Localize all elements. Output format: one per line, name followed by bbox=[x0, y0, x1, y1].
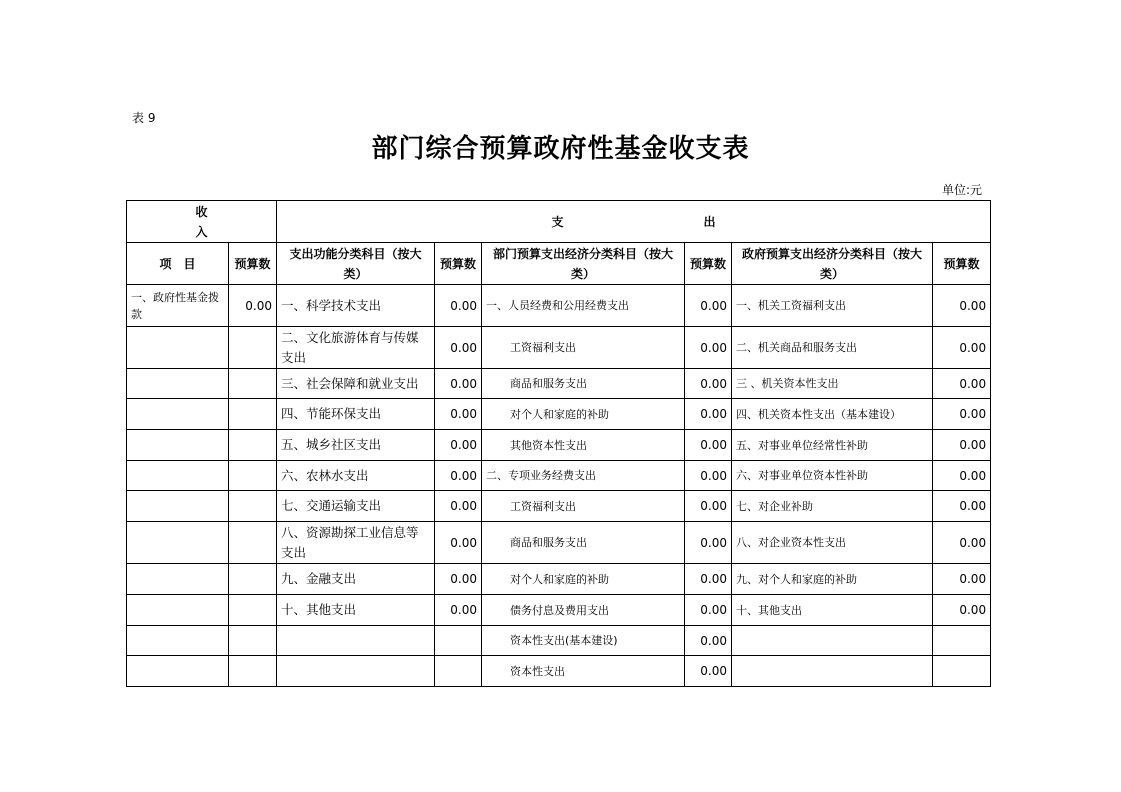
dept-amount-cell: 0.00 bbox=[685, 522, 732, 564]
dept-item-cell: 工资福利支出 bbox=[482, 327, 685, 369]
dept-amount-cell: 0.00 bbox=[685, 430, 732, 461]
dept-item-cell: 其他资本性支出 bbox=[482, 430, 685, 461]
table-row bbox=[127, 626, 991, 656]
income-item-cell bbox=[127, 656, 229, 687]
table-row bbox=[127, 491, 991, 522]
dept-item-cell: 工资福利支出 bbox=[482, 491, 685, 522]
dept-item-cell: 商品和服务支出 bbox=[482, 522, 685, 564]
dept-amount-cell: 0.00 bbox=[685, 285, 732, 327]
income-amount-cell bbox=[229, 656, 277, 687]
func-item-cell: 十、其他支出 bbox=[277, 595, 435, 626]
income-amount-cell bbox=[229, 595, 277, 626]
func-amount-cell bbox=[435, 656, 482, 687]
dept-amount-cell: 0.00 bbox=[685, 491, 732, 522]
income-amount-cell bbox=[229, 626, 277, 656]
func-item-cell bbox=[277, 626, 435, 656]
dept-amount-cell: 0.00 bbox=[685, 626, 732, 656]
income-amount-cell bbox=[229, 522, 277, 564]
func-amount-cell: 0.00 bbox=[435, 327, 482, 369]
func-amount-cell: 0.00 bbox=[435, 285, 482, 327]
gov-amount-cell: 0.00 bbox=[933, 491, 991, 522]
gov-amount-cell bbox=[933, 626, 991, 656]
dept-amount-cell: 0.00 bbox=[685, 369, 732, 399]
func-item-cell: 六、农林水支出 bbox=[277, 461, 435, 491]
func-item-cell: 八、资源勘探工业信息等支出 bbox=[277, 522, 435, 564]
income-amount-cell bbox=[229, 369, 277, 399]
dept-amount-cell: 0.00 bbox=[685, 327, 732, 369]
col-header-budget-1: 预算数 bbox=[229, 243, 277, 285]
dept-amount-cell: 0.00 bbox=[685, 399, 732, 430]
table-number: 表 9 bbox=[132, 111, 156, 125]
gov-item-cell: 十、其他支出 bbox=[732, 595, 933, 626]
income-item-cell bbox=[127, 430, 229, 461]
table-row bbox=[127, 656, 991, 687]
gov-item-cell: 五、对事业单位经常性补助 bbox=[732, 430, 933, 461]
table-row bbox=[127, 430, 991, 461]
gov-item-cell bbox=[732, 656, 933, 687]
income-amount-cell bbox=[229, 491, 277, 522]
income-amount-cell bbox=[229, 461, 277, 491]
col-header-budget-2: 预算数 bbox=[435, 243, 482, 285]
table-row bbox=[127, 285, 991, 327]
gov-amount-cell: 0.00 bbox=[933, 461, 991, 491]
gov-amount-cell: 0.00 bbox=[933, 564, 991, 595]
dept-item-cell: 资本性支出 bbox=[482, 656, 685, 687]
table-row bbox=[127, 564, 991, 595]
func-amount-cell: 0.00 bbox=[435, 399, 482, 430]
table-row bbox=[127, 522, 991, 564]
func-amount-cell: 0.00 bbox=[435, 491, 482, 522]
dept-item-cell: 商品和服务支出 bbox=[482, 369, 685, 399]
gov-amount-cell: 0.00 bbox=[933, 285, 991, 327]
func-amount-cell bbox=[435, 626, 482, 656]
func-amount-cell: 0.00 bbox=[435, 430, 482, 461]
unit-label: 单位:元 bbox=[941, 183, 982, 197]
gov-amount-cell bbox=[933, 656, 991, 687]
income-item-cell bbox=[127, 461, 229, 491]
gov-item-cell: 三 、机关资本性支出 bbox=[732, 369, 933, 399]
dept-amount-cell: 0.00 bbox=[685, 461, 732, 491]
table-row bbox=[127, 369, 991, 399]
func-item-cell bbox=[277, 656, 435, 687]
func-item-cell: 九、金融支出 bbox=[277, 564, 435, 595]
func-amount-cell: 0.00 bbox=[435, 522, 482, 564]
gov-amount-cell: 0.00 bbox=[933, 595, 991, 626]
gov-item-cell: 六、对事业单位资本性补助 bbox=[732, 461, 933, 491]
income-item-cell bbox=[127, 491, 229, 522]
func-item-cell: 二、文化旅游体育与传媒支出 bbox=[277, 327, 435, 369]
gov-item-cell: 七、对企业补助 bbox=[732, 491, 933, 522]
dept-item-cell: 资本性支出(基本建设) bbox=[482, 626, 685, 656]
gov-item-cell: 八、对企业资本性支出 bbox=[732, 522, 933, 564]
page-title: 部门综合预算政府性基金收支表 bbox=[371, 134, 750, 164]
income-amount-cell: 0.00 bbox=[229, 285, 277, 327]
expense-header-char2: 出 bbox=[703, 214, 716, 229]
income-amount-cell bbox=[229, 327, 277, 369]
income-item-cell bbox=[127, 626, 229, 656]
dept-amount-cell: 0.00 bbox=[685, 595, 732, 626]
func-item-cell: 七、交通运输支出 bbox=[277, 491, 435, 522]
dept-item-cell: 二、专项业务经费支出 bbox=[482, 461, 685, 491]
gov-amount-cell: 0.00 bbox=[933, 522, 991, 564]
expense-header-char1: 支 bbox=[551, 214, 564, 229]
func-item-cell: 四、节能环保支出 bbox=[277, 399, 435, 430]
col-header-func-class: 支出功能分类科目（按大类） bbox=[277, 243, 435, 285]
gov-amount-cell: 0.00 bbox=[933, 430, 991, 461]
income-amount-cell bbox=[229, 564, 277, 595]
income-amount-cell bbox=[229, 430, 277, 461]
income-header bbox=[127, 201, 277, 243]
func-amount-cell: 0.00 bbox=[435, 564, 482, 595]
table-row bbox=[127, 399, 991, 430]
dept-item-cell: 对个人和家庭的补助 bbox=[482, 399, 685, 430]
func-amount-cell: 0.00 bbox=[435, 461, 482, 491]
func-item-cell: 三、社会保障和就业支出 bbox=[277, 369, 435, 399]
col-header-dept-econ-class: 部门预算支出经济分类科目（按大类） bbox=[482, 243, 685, 285]
col-header-item: 项 目 bbox=[127, 243, 229, 285]
gov-item-cell bbox=[732, 626, 933, 656]
table-row bbox=[127, 595, 991, 626]
table-row bbox=[127, 461, 991, 491]
income-amount-cell bbox=[229, 399, 277, 430]
income-item-cell bbox=[127, 595, 229, 626]
gov-item-cell: 一、机关工资福利支出 bbox=[732, 285, 933, 327]
dept-amount-cell: 0.00 bbox=[685, 656, 732, 687]
dept-item-cell: 一、人员经费和公用经费支出 bbox=[482, 285, 685, 327]
gov-amount-cell: 0.00 bbox=[933, 369, 991, 399]
income-header-line2: 入 bbox=[195, 224, 208, 239]
expense-header bbox=[277, 201, 991, 243]
dept-item-cell: 对个人和家庭的补助 bbox=[482, 564, 685, 595]
gov-item-cell: 九、对个人和家庭的补助 bbox=[732, 564, 933, 595]
func-item-cell: 五、城乡社区支出 bbox=[277, 430, 435, 461]
dept-item-cell: 债务付息及费用支出 bbox=[482, 595, 685, 626]
income-item-cell bbox=[127, 327, 229, 369]
income-header-line1: 收 bbox=[195, 204, 208, 219]
dept-amount-cell: 0.00 bbox=[685, 564, 732, 595]
func-amount-cell: 0.00 bbox=[435, 369, 482, 399]
gov-amount-cell: 0.00 bbox=[933, 399, 991, 430]
income-item-cell bbox=[127, 369, 229, 399]
income-item-cell bbox=[127, 564, 229, 595]
col-header-budget-4: 预算数 bbox=[933, 243, 991, 285]
gov-amount-cell: 0.00 bbox=[933, 327, 991, 369]
budget-table bbox=[126, 200, 991, 687]
col-header-budget-3: 预算数 bbox=[685, 243, 732, 285]
header-row-top bbox=[127, 201, 991, 243]
header-row-columns bbox=[127, 243, 991, 285]
income-item-cell bbox=[127, 399, 229, 430]
income-item-cell: 一、政府性基金拨款 bbox=[127, 285, 229, 327]
gov-item-cell: 二、机关商品和服务支出 bbox=[732, 327, 933, 369]
func-amount-cell: 0.00 bbox=[435, 595, 482, 626]
table-row bbox=[127, 327, 991, 369]
func-item-cell: 一、科学技术支出 bbox=[277, 285, 435, 327]
gov-item-cell: 四、机关资本性支出（基本建设） bbox=[732, 399, 933, 430]
col-header-gov-econ-class: 政府预算支出经济分类科目（按大类） bbox=[732, 243, 933, 285]
income-item-cell bbox=[127, 522, 229, 564]
